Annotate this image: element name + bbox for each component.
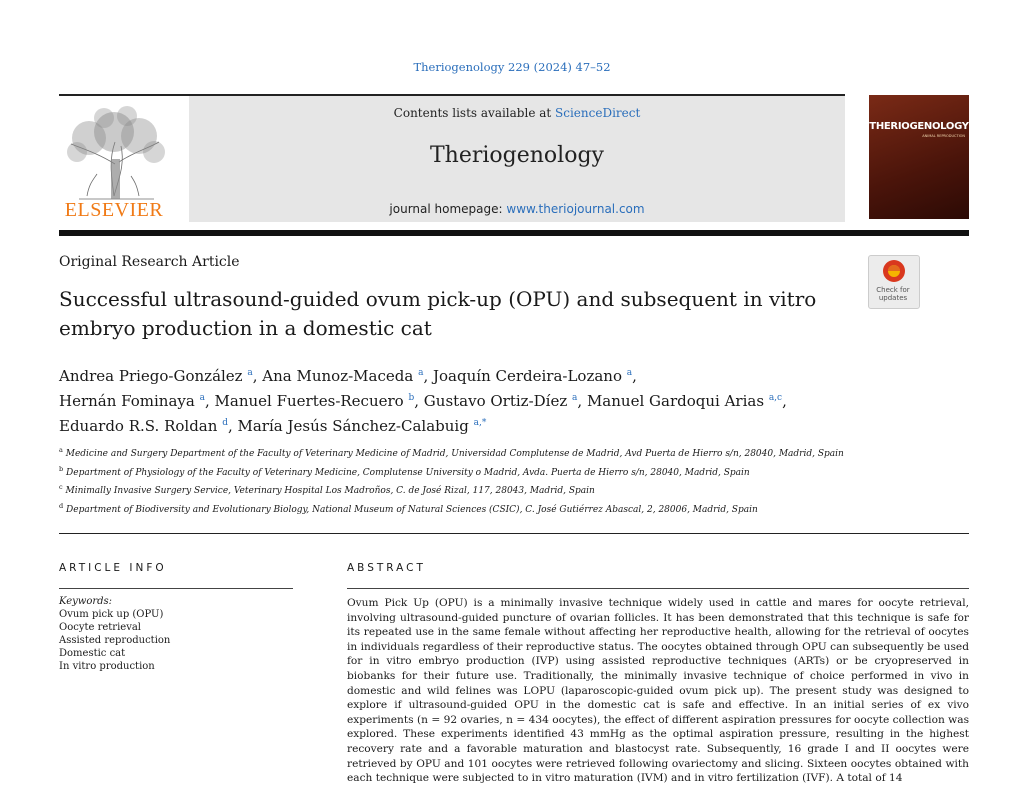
article-title: Successful ultrasound-guided ovum pick-up (OPU) and subsequent in vitro embryo production in a domestic cat xyxy=(59,287,817,340)
affiliation-key: a xyxy=(59,446,63,454)
author-affiliation-marker[interactable]: a xyxy=(626,368,633,378)
check-updates-icon xyxy=(869,256,919,286)
affiliation-key: b xyxy=(59,464,64,473)
keyword-item: Domestic cat xyxy=(59,648,126,659)
abstract-heading: ABSTRACT xyxy=(347,562,426,574)
sciencedirect-link[interactable]: ScienceDirect xyxy=(555,106,641,120)
affiliation-item xyxy=(59,443,859,462)
homepage-prefix: journal homepage: xyxy=(389,202,507,216)
keyword-item: In vitro production xyxy=(59,661,155,672)
author-list: Andrea Priego-González $^a$, Ana Munoz-Maceda $^a$, Joaquín Cerdeira-Lozano $^a$, Hernán Fominaya $^a$, Manuel Fuertes-Recuero $^b$, Gustavo Ortiz-Díez $^a$, Manuel Gardoqui Arias $^{a,c}$, Eduardo R.S. Roldan $^d$, María Jesús Sánchez-Calabuig $^{a,*}$ xyxy=(59,367,787,435)
journal-name: Theriogenology xyxy=(430,143,604,168)
author-name[interactable]: Manuel Fuertes-Recuero xyxy=(214,392,404,410)
keyword-item: Oocyte retrieval xyxy=(59,622,142,633)
section-divider xyxy=(59,533,969,534)
article-type: Original Research Article xyxy=(59,254,240,270)
header-bottom-rule xyxy=(59,230,969,236)
affiliation-item xyxy=(59,499,859,518)
contents-line xyxy=(189,106,845,120)
abstract-rule xyxy=(347,588,969,589)
author-affiliation-marker[interactable]: a xyxy=(418,368,424,378)
keywords-heading: Keywords: xyxy=(59,596,113,607)
contents-prefix: Contents lists available at xyxy=(393,106,556,120)
author-name[interactable]: Joaquín Cerdeira-Lozano xyxy=(433,367,623,385)
abstract-paragraph: Ovum Pick Up (OPU) is a minimally invasive technique widely used in cattle and mares for oocyte retrieval, involving ultrasound-guided puncture of ovarian follicles. It has been demonstrated that this technique is safe for its repeated use in the same female without affecting her reproductive health, allowing for the retrieval of oocytes in individuals regardless of their reproductive status. The oocytes obtained through OPU can subsequently be used for in vitro embryo production (IVP) using assisted reproductive techniques (ARTs) or be cryopreserved in biobanks for their future use. Traditionally, the minimally invasive technique of choice performed in vivo in domestic and wild felines was LOPU (laparoscopic-guided ovum pick up). The present study was designed to explore if ultrasound-guided OPU in the domestic cat is safe and effective. In an initial series of ex vivo experiments (n = 92 ovaries, n = 434 oocytes), the effect of different aspiration pressures for oocyte collection was explored. These experiments identified 43 mmHg as the optimal aspiration pressure, resulting in the highest recovery rate and a favorable maturation and blastocyst rate. Subsequently, 16 grade I and II oocytes were retrieved by OPU and 101 oocytes were retrieved following ovariectomy and slicing. Sixteen oocytes obtained with each technique were subjected to in vitro maturation (IVM) and in vitro fertilization (IVF). A total of 14 xyxy=(347,597,969,785)
affiliations xyxy=(59,443,859,517)
article-info-heading: ARTICLE INFO xyxy=(59,562,167,574)
affiliation-key: c xyxy=(59,483,63,491)
author-name[interactable]: María Jesús Sánchez-Calabuig xyxy=(237,417,469,435)
author-affiliation-marker[interactable]: b xyxy=(408,393,415,403)
author-affiliation-marker[interactable]: a,* xyxy=(473,418,487,428)
homepage-line xyxy=(189,202,845,216)
author-name[interactable]: Andrea Priego-González xyxy=(59,367,243,385)
author-name[interactable]: Manuel Gardoqui Arias xyxy=(586,392,765,410)
journal-citation[interactable]: Theriogenology 229 (2024) 47–52 xyxy=(413,60,611,74)
affiliation-text: Minimally Invasive Surgery Service, Veterinary Hospital Los Madroños, C. de José Rizal, 117, 28043, Madrid, Spain xyxy=(62,486,595,496)
author-name[interactable]: Ana Munoz-Maceda xyxy=(262,367,414,385)
keyword-item: Assisted reproduction xyxy=(59,635,171,646)
author-affiliation-marker[interactable]: a xyxy=(247,368,253,378)
author-affiliation-marker[interactable]: a xyxy=(572,393,578,403)
author-name[interactable]: Eduardo R.S. Roldan xyxy=(59,417,218,435)
author-affiliation-marker[interactable]: a xyxy=(199,393,205,403)
keywords-block xyxy=(59,595,293,673)
affiliation-text: Department of Physiology of the Faculty of Veterinary Medicine, Complutense University o Madrid, Avda. Puerta de Hierro s/n, 28040, Madrid, Spain xyxy=(63,467,750,478)
affiliation-text: Department of Biodiversity and Evolutionary Biology, National Museum of Natural Sciences (CSIC), C. José Gutiérrez Abascal, 2, 28006, Madrid, Spain xyxy=(63,504,758,515)
cover-title: THERIOGENOLOGY xyxy=(869,121,969,132)
homepage-link[interactable]: www.theriojournal.com xyxy=(506,202,645,216)
check-updates-label: Check for updates xyxy=(876,286,910,302)
affiliation-text: Medicine and Surgery Department of the Faculty of Veterinary Medicine of Madrid, Universidad Complutense de Madrid, Avd Puerta de Hierro s/n, 28040, Madrid, Spain xyxy=(62,449,844,459)
keyword-item: Ovum pick up (OPU) xyxy=(59,609,164,620)
keywords-list xyxy=(59,608,293,673)
abstract-body xyxy=(347,596,969,786)
affiliation-item xyxy=(59,480,859,499)
author-affiliation-marker[interactable]: d xyxy=(222,418,228,428)
affiliation-item xyxy=(59,462,859,481)
publisher-logo-text: ELSEVIER xyxy=(64,199,164,221)
journal-cover-image[interactable] xyxy=(869,95,969,219)
author-name[interactable]: Hernán Fominaya xyxy=(59,392,195,410)
cover-subtitle: ANIMAL REPRODUCTION xyxy=(922,134,965,138)
article-info-rule xyxy=(59,588,293,589)
affiliation-key: d xyxy=(59,501,64,510)
author-name[interactable]: Gustavo Ortiz-Díez xyxy=(423,392,568,410)
author-affiliation-marker[interactable]: a,c xyxy=(768,393,783,403)
